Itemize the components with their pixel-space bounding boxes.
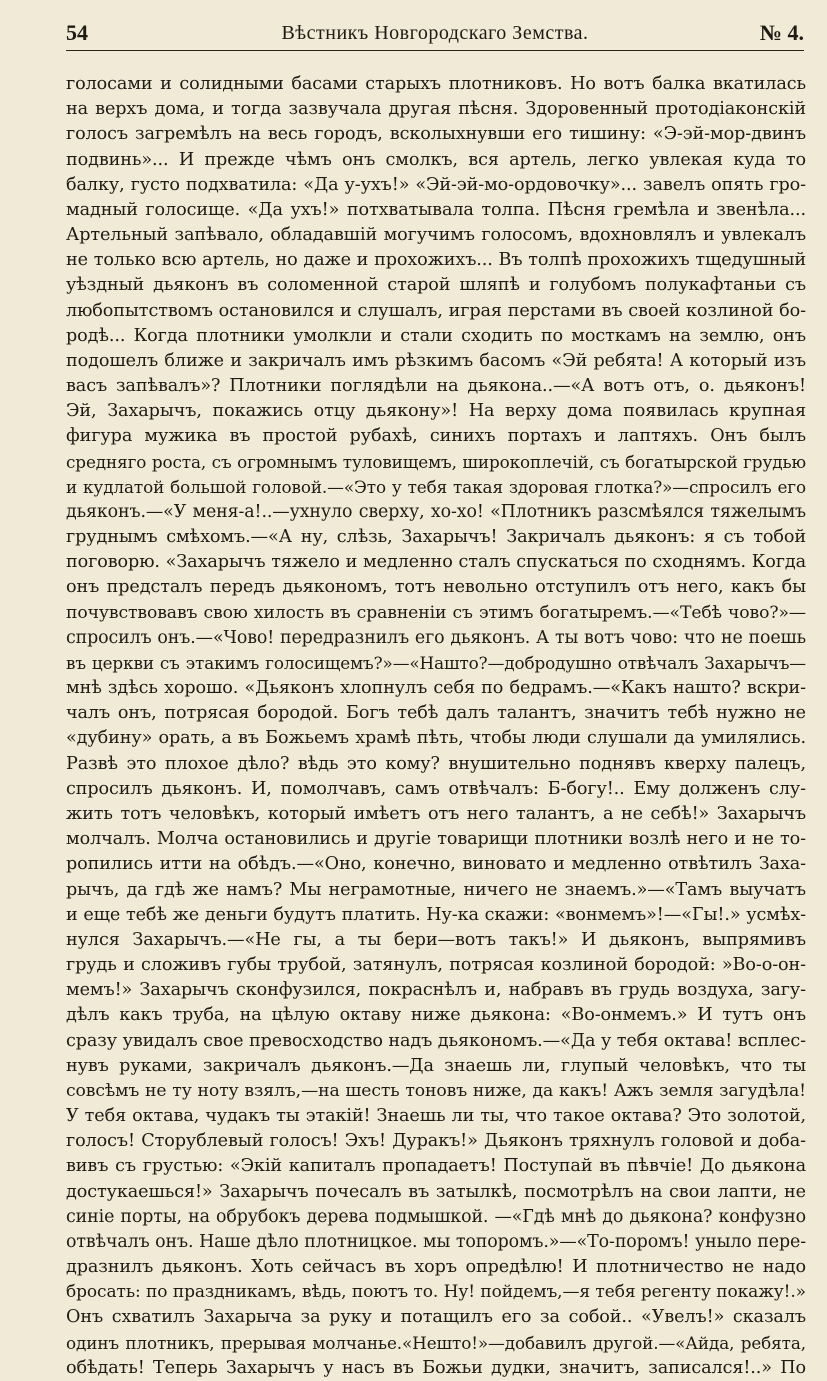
text-line: подошелъ ближе и закричалъ имъ рѣзкимъ басомъ «Эй ребята! А который изъ	[66, 350, 806, 371]
text-line: мемъ!» Захарычъ сконфузился, покраснѣлъ и, набравъ въ грудь воздуха, загу-	[66, 980, 806, 1001]
text-line: Онъ схватилъ Захарыча за руку и потащилъ его за собой.. «Увелъ!» сказалъ	[66, 1307, 806, 1328]
text-line: чалъ онъ, потрясая бородой. Богъ тебѣ далъ талантъ, значитъ тебѣ нужно не	[66, 703, 806, 724]
text-line: голосъ загремѣлъ на весь городъ, всколыхнувши его тишину: «Э-эй-мор-двинъ	[66, 124, 806, 145]
text-line: средняго роста, съ огромнымъ туловищемъ, широкоплечій, съ богатырской грудью	[66, 451, 806, 472]
page-header	[66, 18, 804, 48]
text-line: синіе порты, на обрубокъ дерева подмышкой. —«Гдѣ мнѣ до дьякона? конфузно	[66, 1206, 806, 1227]
text-line: мадный голосище. «Да ухъ!» потхватывала толпа. Пѣсня гремѣла и звенѣла...	[66, 199, 806, 220]
text-line: на верхъ дома, и тогда зазвучала другая пѣсня. Здоровенный протодіаконскій	[66, 99, 806, 120]
text-line: «дубину» орать, а въ Божьемъ храмѣ пѣть, чтобы люди слушали да умилялись.	[66, 728, 806, 749]
text-line: онъ предсталъ передъ дьякономъ, тотъ невольно отступилъ отъ него, какъ бы	[66, 577, 806, 598]
text-line: груднымъ смѣхомъ.—«А ну, слѣзь, Захарычъ! Закричалъ дьяконъ: я съ тобой	[66, 527, 806, 548]
text-line: поговорю. «Захарычъ тяжело и медленно сталъ спускаться по сходнямъ. Когда	[66, 552, 806, 573]
text-line: бросать: по праздникамъ, вѣдь, поютъ то. Ну! пойдемъ,—я тебя регенту покажу!.»	[66, 1282, 806, 1303]
text-line: Развѣ это плохое дѣло? вѣдь это кому? внушительно поднявъ кверху палецъ,	[66, 753, 806, 774]
text-line: отвѣчалъ онъ. Наше дѣло плотницкое. мы топоромъ.»—«То-поромъ! уныло пере-	[66, 1231, 806, 1252]
text-line: ропились итти на обѣдъ.—«Оно, конечно, виновато и медленно отвѣтилъ Заха-	[66, 854, 806, 875]
text-line: дѣлъ какъ труба, на цѣлую октаву ниже дьякона: «Во-онмемъ.» И тутъ онъ	[66, 1005, 806, 1026]
text-line: совсѣмъ не ту ноту взялъ,—на шесть тоновъ ниже, да какъ! Ажъ земля загудѣла!	[66, 1080, 806, 1101]
text-line: рычъ, да гдѣ же намъ? Мы неграмотные, ничего не знаемъ.»—«Тамъ выучатъ	[66, 879, 806, 900]
text-line: въ церкви съ этакимъ голосищемъ?»—«Нашто?—добродушно отвѣчалъ Захарычъ—	[66, 652, 806, 673]
issue-number: № 4.	[759, 20, 804, 45]
text-line: спросилъ дьяконъ. И, помолчавъ, самъ отвѣчалъ: Б-богу!.. Ему долженъ слу-	[66, 778, 806, 799]
header-rule	[66, 50, 804, 51]
text-line: У тебя октава, чудакъ ты этакій! Знаешь ли ты, что такое октава? Это золотой,	[66, 1106, 806, 1127]
text-line: сразу увидалъ свое превосходство надъ дьякономъ.—«Да у тебя октава! всплес-	[66, 1030, 806, 1051]
text-line: уѣздный дьяконъ въ соломенной старой шляпѣ и голубомъ полукафтаньи съ	[66, 275, 806, 296]
text-line: Артельный запѣвало, обладавшій могучимъ голосомъ, вдохновлялъ и увлекалъ	[66, 225, 806, 246]
text-line: и кудлатой большой головой.—«Это у тебя такая здоровая глотка?»—спросилъ его	[66, 476, 806, 497]
text-line: нувъ руками, закричалъ дьяконъ.—Да знаешь ли, глупый человѣкъ, что ты	[66, 1055, 806, 1076]
text-line: грудь и сложивъ губы трубой, затянулъ, потрясая козлиной бородой: »Во-о-он-	[66, 955, 806, 976]
text-line: голосами и солидными басами старыхъ плотниковъ. Но вотъ балка вкатилась	[66, 74, 806, 94]
text-line: любопытствомъ остановился и слушалъ, играя перстами въ своей козлиной бо-	[66, 300, 806, 321]
text-line: васъ запѣвалъ»? Плотники поглядѣли на дьякона..—«А вотъ отъ, о. дьяконъ!	[66, 376, 806, 397]
text-line: мнѣ здѣсь хорошо. «Дьяконъ хлопнулъ себя по бедрамъ.—«Какъ нашто? вскри-	[66, 678, 806, 699]
text-line: молчалъ. Молча остановились и другіе товарищи плотники возлѣ него и не то-	[66, 829, 806, 850]
text-line: спросилъ онъ.—«Чово! передразнилъ его дьяконъ. А ты вотъ чово: что не поешь	[66, 627, 806, 648]
text-line: нулся Захарычъ.—«Не гы, а ты бери—вотъ такъ!» И дьяконъ, выпрямивъ	[66, 929, 806, 950]
text-line: балку, густо подхватила: «Да у-ухъ!» «Эй-эй-мо-ордовочку»... завелъ опять гро-	[66, 174, 806, 195]
journal-title: Вѣстникъ Новгородскаго Земства.	[281, 22, 589, 44]
text-line: жить тотъ человѣкъ, который имѣетъ отъ него талантъ, а не себѣ!» Захарычъ	[66, 803, 806, 824]
text-line: не только всю артель, но даже и прохожихъ... Въ толпѣ прохожихъ тщедушный	[66, 250, 806, 271]
page-number: 54	[66, 20, 88, 45]
text-line: вивъ съ грустью: «Экій капиталъ пропадаетъ! Поступай въ пѣвчіе! До дьякона	[66, 1156, 806, 1177]
text-line: родѣ... Когда плотники умолкли и стали сходить по мосткамъ на землю, онъ	[66, 325, 806, 346]
text-line: подвинь»... И прежде чѣмъ онъ смолкъ, вся артель, легко увлекая куда то	[66, 149, 806, 170]
text-line: голосъ! Сторублевый голосъ! Эхъ! Дуракъ!» Дьяконъ тряхнулъ головой и доба-	[66, 1131, 806, 1152]
body-text	[66, 72, 806, 1381]
text-line: Эй, Захарычъ, покажись отцу дьякону»! На верху дома появилась крупная	[66, 401, 806, 422]
text-line: фигура мужика въ простой рубахѣ, синихъ портахъ и лаптяхъ. Онъ былъ	[66, 426, 806, 447]
text-line: дьяконъ.—«У меня-а!..—ухнуло сверху, хо-хо! «Плотникъ разсмѣялся тяжелымъ	[66, 501, 806, 522]
text-line: и еще тебѣ же деньги будутъ платить. Ну-ка скажи: «вонмемъ»!—«Гы!.» усмѣх-	[66, 904, 806, 925]
text-line: дразнилъ дьяконъ. Хоть сейчасъ въ хоръ опредѣлю! И плотничество не надо	[66, 1257, 806, 1278]
text-line: почувствовавъ свою хилость въ сравненіи съ этимъ богатыремъ.—«Тебѣ чово?»—	[66, 602, 806, 623]
text-line: обѣдать! Теперь Захарычъ у насъ въ Божьи дудки, значитъ, записался!..» По	[66, 1357, 806, 1378]
text-line: достукаешься!» Захарычъ почесалъ въ затылкѣ, посмотрѣлъ на свои лапти, не	[66, 1181, 806, 1202]
text-line: одинъ плотникъ, прерывая молчанье.«Нешто!»—добавилъ другой.—«Айда, ребята,	[66, 1332, 806, 1353]
